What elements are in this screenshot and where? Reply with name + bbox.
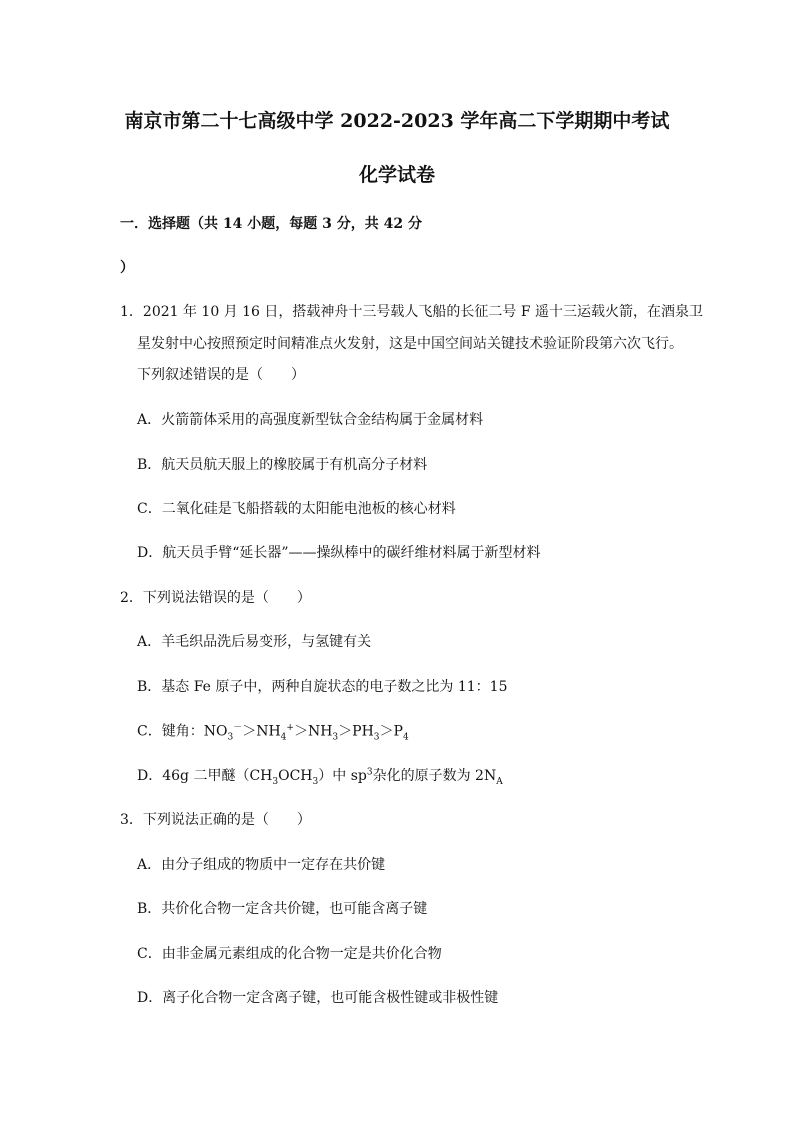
formula-ph3: PH [352,723,374,740]
formula-no3-sub: 3 [227,732,234,743]
page-title: 南京市第二十七高级中学 2022-2023 学年高二下学期期中考试 [124,110,670,132]
question-2-option-d [137,765,503,787]
option-d-sup: 3 [366,767,373,778]
formula-p4-sub: 4 [402,732,409,743]
option-d-prefix: D．46g 二甲醚（CH [137,768,273,784]
question-1-option-b: B．航天员航天服上的橡胶属于有机高分子材料 [137,457,428,473]
question-1-option-c: C．二氧化硅是飞船搭载的太阳能电池板的核心材料 [137,501,456,517]
option-d-mid-2: ）中 sp [318,768,367,784]
formula-ph3-sub: 3 [373,732,380,743]
formula-nh3-sub: 3 [332,732,339,743]
formula-nh4-charge: + [286,723,294,733]
question-1-line-1: 1．2021 年 10 月 16 日，搭载神舟十三号载人飞船的长征二号 F 遥十三运载火箭，在酒泉卫 [120,304,704,320]
question-2-option-b: B．基态 Fe 原子中，两种自旋状态的电子数之比为 11：15 [137,679,508,695]
option-d-sub-1: 3 [272,776,279,787]
formula-no3-charge: － [233,723,243,733]
greater-than-1: ＞ [242,723,257,740]
formula-p4: P [393,723,403,740]
question-1-line-2: 星发射中心按照预定时间精准点火发射，这是中国空间站关键技术验证阶段第六次飞行。 [137,336,683,352]
formula-nh3: NH [307,723,333,740]
page-subtitle: 化学试卷 [358,164,435,186]
question-3-option-a: A．由分子组成的物质中一定存在共价键 [137,857,386,873]
greater-than-2: ＞ [293,723,308,740]
question-2-stem: 2．下列说法错误的是（ ） [120,590,311,606]
option-d-sub-a: A [496,776,503,787]
question-1-option-a: A．火箭箭体采用的高强度新型钛合金结构属于金属材料 [137,412,484,428]
question-3-option-b: B．共价化合物一定含共价键，也可能含离子键 [137,901,428,917]
section-heading-cont: ） [120,260,134,276]
question-2-option-c [137,720,409,742]
question-3-option-c: C．由非金属元素组成的化合物一定是共价化合物 [137,946,442,962]
formula-nh4: NH [256,723,281,740]
formula-nh4-sub: 4 [280,732,287,743]
option-c-prefix: C．键角： [137,723,204,740]
question-3-option-d: D．离子化合物一定含离子键，也可能含极性键或非极性键 [137,990,499,1006]
formula-no3: NO [203,723,228,740]
question-3-stem: 3．下列说法正确的是（ ） [120,812,311,828]
question-1-line-3: 下列叙述错误的是（ ） [137,367,305,383]
question-1-option-d: D．航天员手臂“延长器”——操纵棒中的碳纤维材料属于新型材料 [137,545,541,561]
greater-than-3: ＞ [338,723,353,740]
option-d-mid-3: 杂化的原子数为 2N [372,768,497,784]
question-2-option-a: A．羊毛织品洗后易变形，与氢键有关 [137,634,372,650]
option-d-sub-2: 3 [312,776,319,787]
greater-than-4: ＞ [379,723,394,740]
section-heading: 一．选择题（共 14 小题，每题 3 分，共 42 分 [120,216,422,232]
option-d-mid: OCH [278,768,313,784]
